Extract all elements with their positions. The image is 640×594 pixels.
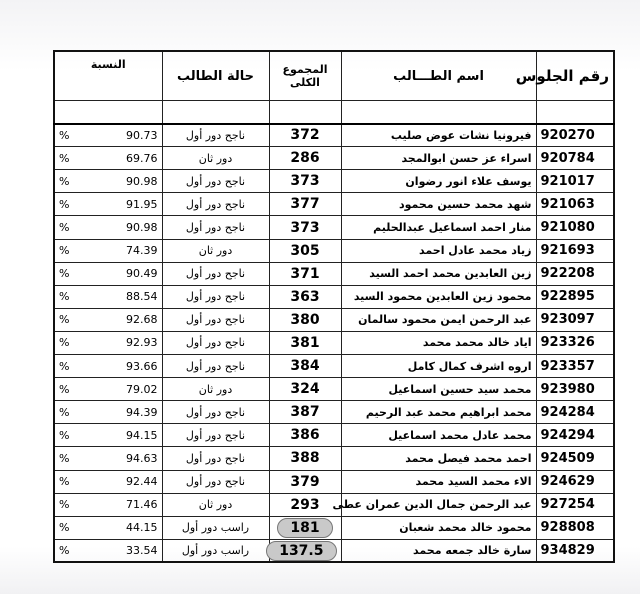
header-total-line2: الكلى: [290, 76, 320, 89]
student-status-cell: راسب دور أول: [162, 516, 269, 539]
table-row: [54, 124, 614, 147]
table-row: [54, 447, 614, 470]
total-score-cell: [269, 493, 341, 516]
table-row: [54, 170, 614, 193]
table-row: [54, 331, 614, 354]
percent-cell: [54, 262, 162, 285]
student-status-cell: راسب دور أول: [162, 539, 269, 562]
percent-cell: [54, 285, 162, 308]
percent-cell: [54, 170, 162, 193]
table-row: [54, 193, 614, 216]
student-status-cell: ناجح دور أول: [162, 170, 269, 193]
percent-cell: [54, 331, 162, 354]
seat-number-cell: 934829: [536, 539, 614, 562]
student-status-cell: ناجح دور أول: [162, 216, 269, 239]
seat-number-cell: 927254: [536, 493, 614, 516]
total-score: 379: [290, 473, 320, 490]
total-score: 377: [290, 196, 320, 213]
seat-number-cell: 922208: [536, 262, 614, 285]
student-name-cell: منار احمد اسماعيل عبدالحليم: [341, 216, 536, 239]
gap-cell: [269, 101, 341, 124]
header-total-line1: المجموع: [282, 63, 328, 76]
table-row: [54, 378, 614, 401]
percent-value: 90.98: [126, 221, 158, 235]
student-status-cell: ناجح دور أول: [162, 355, 269, 378]
percent-cell: [54, 147, 162, 170]
total-score-cell: [269, 147, 341, 170]
total-score: 305: [290, 242, 320, 259]
seat-number-cell: 920270: [536, 124, 614, 147]
seat-number-cell: 923326: [536, 331, 614, 354]
student-name-cell: اياد خالد محمد محمد: [341, 331, 536, 354]
seat-number-cell: 923097: [536, 308, 614, 331]
total-score: 371: [290, 265, 320, 282]
percent-value: 91.95: [126, 197, 158, 211]
gap-cell: [54, 101, 162, 124]
gap-cell: [162, 101, 269, 124]
student-name-cell: عبد الرحمن ايمن محمود سالمان: [341, 308, 536, 331]
student-status-cell: دور ثان: [162, 493, 269, 516]
percent-value: 69.76: [126, 151, 158, 165]
seat-number-cell: 923980: [536, 378, 614, 401]
percent-sign: %: [59, 498, 70, 512]
table-row: [54, 424, 614, 447]
total-score-cell: [269, 516, 341, 539]
percent-value: 88.54: [126, 290, 158, 304]
student-status-cell: ناجح دور أول: [162, 424, 269, 447]
student-name-cell: اسراء عز حسن ابوالمجد: [341, 147, 536, 170]
student-name-cell: محمود زين العابدين محمود السيد: [341, 285, 536, 308]
total-score-cell: [269, 539, 341, 562]
table-row: [54, 355, 614, 378]
total-score: 388: [290, 450, 320, 467]
header-status: حالة الطالب: [162, 51, 269, 101]
table-row: [54, 308, 614, 331]
seat-number-cell: 924629: [536, 470, 614, 493]
student-name-cell: احمد محمد فيصل محمد: [341, 447, 536, 470]
highlighted-total-score: 137.5: [266, 541, 336, 561]
student-status-cell: ناجح دور أول: [162, 447, 269, 470]
percent-sign: %: [59, 244, 70, 258]
percent-cell: [54, 193, 162, 216]
percent-value: 90.73: [126, 128, 158, 142]
percent-cell: [54, 447, 162, 470]
percent-value: 74.39: [126, 244, 158, 258]
table-row: [54, 401, 614, 424]
seat-number-cell: 921693: [536, 239, 614, 262]
percent-sign: %: [59, 405, 70, 419]
highlighted-total-score: 181: [277, 518, 332, 538]
percent-sign: %: [59, 197, 70, 211]
student-name-cell: اروه اشرف كمال كامل: [341, 355, 536, 378]
percent-cell: [54, 401, 162, 424]
total-score-cell: [269, 447, 341, 470]
percent-value: 71.46: [126, 498, 158, 512]
total-score: 384: [290, 358, 320, 375]
total-score-cell: [269, 401, 341, 424]
percent-sign: %: [59, 521, 70, 535]
total-score: 386: [290, 427, 320, 444]
percent-cell: [54, 308, 162, 331]
percent-cell: [54, 493, 162, 516]
table-row: [54, 239, 614, 262]
student-name-cell: زياد محمد عادل احمد: [341, 239, 536, 262]
total-score-cell: [269, 331, 341, 354]
student-name-cell: عبد الرحمن جمال الدين عمران عطى: [341, 493, 536, 516]
percent-cell: [54, 239, 162, 262]
percent-sign: %: [59, 290, 70, 304]
student-name-cell: سارة خالد جمعه محمد: [341, 539, 536, 562]
percent-value: 92.44: [126, 475, 158, 489]
student-status-cell: دور ثان: [162, 239, 269, 262]
student-name-cell: يوسف علاء انور رضوان: [341, 170, 536, 193]
seat-number-cell: 924284: [536, 401, 614, 424]
student-status-cell: ناجح دور أول: [162, 193, 269, 216]
percent-value: 33.54: [126, 544, 158, 558]
total-score-cell: [269, 424, 341, 447]
student-status-cell: ناجح دور أول: [162, 401, 269, 424]
total-score: 293: [290, 496, 320, 513]
student-status-cell: دور ثان: [162, 147, 269, 170]
percent-sign: %: [59, 359, 70, 373]
total-score-cell: [269, 308, 341, 331]
seat-number-cell: 923357: [536, 355, 614, 378]
percent-cell: [54, 216, 162, 239]
percent-value: 94.63: [126, 451, 158, 465]
header-student-name: اسم الطـــالب: [341, 51, 536, 101]
results-body: [54, 101, 614, 563]
student-name-cell: محمود خالد محمد شعبان: [341, 516, 536, 539]
total-score-cell: [269, 470, 341, 493]
student-status-cell: ناجح دور أول: [162, 470, 269, 493]
gap-cell: [341, 101, 536, 124]
header-total: [269, 51, 341, 101]
student-status-cell: دور ثان: [162, 378, 269, 401]
student-name-cell: محمد ابراهيم محمد عبد الرحيم: [341, 401, 536, 424]
percent-value: 94.15: [126, 428, 158, 442]
percent-value: 90.98: [126, 174, 158, 188]
results-table: [53, 50, 615, 563]
percent-value: 94.39: [126, 405, 158, 419]
table-row: [54, 285, 614, 308]
student-name-cell: محمد سيد حسين اسماعيل: [341, 378, 536, 401]
percent-value: 90.49: [126, 267, 158, 281]
seat-number-cell: 928808: [536, 516, 614, 539]
percent-sign: %: [59, 174, 70, 188]
seat-number-cell: 921017: [536, 170, 614, 193]
percent-sign: %: [59, 221, 70, 235]
total-score: 380: [290, 311, 320, 328]
header-seat-no: رقم الجلوس: [536, 51, 614, 101]
percent-cell: [54, 424, 162, 447]
percent-sign: %: [59, 428, 70, 442]
header-gap-row: [54, 101, 614, 124]
student-name-cell: الاء محمد السيد محمد: [341, 470, 536, 493]
percent-sign: %: [59, 128, 70, 142]
percent-cell: [54, 124, 162, 147]
percent-cell: [54, 355, 162, 378]
table-row: [54, 470, 614, 493]
total-score: 373: [290, 219, 320, 236]
table-row: [54, 216, 614, 239]
table-row: [54, 147, 614, 170]
total-score: 363: [290, 288, 320, 305]
total-score-cell: [269, 239, 341, 262]
total-score-cell: [269, 124, 341, 147]
total-score-cell: [269, 285, 341, 308]
table-row: [54, 516, 614, 539]
seat-number-cell: 920784: [536, 147, 614, 170]
percent-sign: %: [59, 336, 70, 350]
total-score: 387: [290, 404, 320, 421]
total-score: 372: [290, 127, 320, 144]
total-score: 286: [290, 150, 320, 167]
student-status-cell: ناجح دور أول: [162, 262, 269, 285]
percent-value: 44.15: [126, 521, 158, 535]
total-score: 381: [290, 334, 320, 351]
percent-value: 92.93: [126, 336, 158, 350]
percent-sign: %: [59, 475, 70, 489]
total-score-cell: [269, 170, 341, 193]
seat-number-cell: 922895: [536, 285, 614, 308]
student-status-cell: ناجح دور أول: [162, 331, 269, 354]
table-row: [54, 539, 614, 562]
seat-number-cell: 921063: [536, 193, 614, 216]
total-score-cell: [269, 216, 341, 239]
table-row: [54, 262, 614, 285]
percent-sign: %: [59, 382, 70, 396]
percent-sign: %: [59, 267, 70, 281]
student-name-cell: محمد عادل محمد اسماعيل: [341, 424, 536, 447]
seat-number-cell: 924294: [536, 424, 614, 447]
percent-value: 79.02: [126, 382, 158, 396]
percent-value: 92.68: [126, 313, 158, 327]
student-status-cell: ناجح دور أول: [162, 308, 269, 331]
header-percent: النسبة: [54, 51, 162, 101]
percent-sign: %: [59, 151, 70, 165]
student-name-cell: فيرونيا نشات عوض صليب: [341, 124, 536, 147]
gap-cell: [536, 101, 614, 124]
total-score-cell: [269, 262, 341, 285]
percent-cell: [54, 539, 162, 562]
percent-sign: %: [59, 451, 70, 465]
seat-number-cell: 921080: [536, 216, 614, 239]
header-row: [54, 51, 614, 101]
student-name-cell: زين العابدين محمد احمد السيد: [341, 262, 536, 285]
total-score: 373: [290, 173, 320, 190]
total-score-cell: [269, 355, 341, 378]
percent-cell: [54, 516, 162, 539]
student-status-cell: ناجح دور أول: [162, 124, 269, 147]
percent-sign: %: [59, 313, 70, 327]
percent-sign: %: [59, 544, 70, 558]
student-name-cell: شهد محمد حسين محمود: [341, 193, 536, 216]
total-score: 324: [290, 381, 320, 398]
table-row: [54, 493, 614, 516]
percent-cell: [54, 378, 162, 401]
total-score-cell: [269, 378, 341, 401]
total-score-cell: [269, 193, 341, 216]
seat-number-cell: 924509: [536, 447, 614, 470]
percent-value: 93.66: [126, 359, 158, 373]
student-status-cell: ناجح دور أول: [162, 285, 269, 308]
percent-cell: [54, 470, 162, 493]
